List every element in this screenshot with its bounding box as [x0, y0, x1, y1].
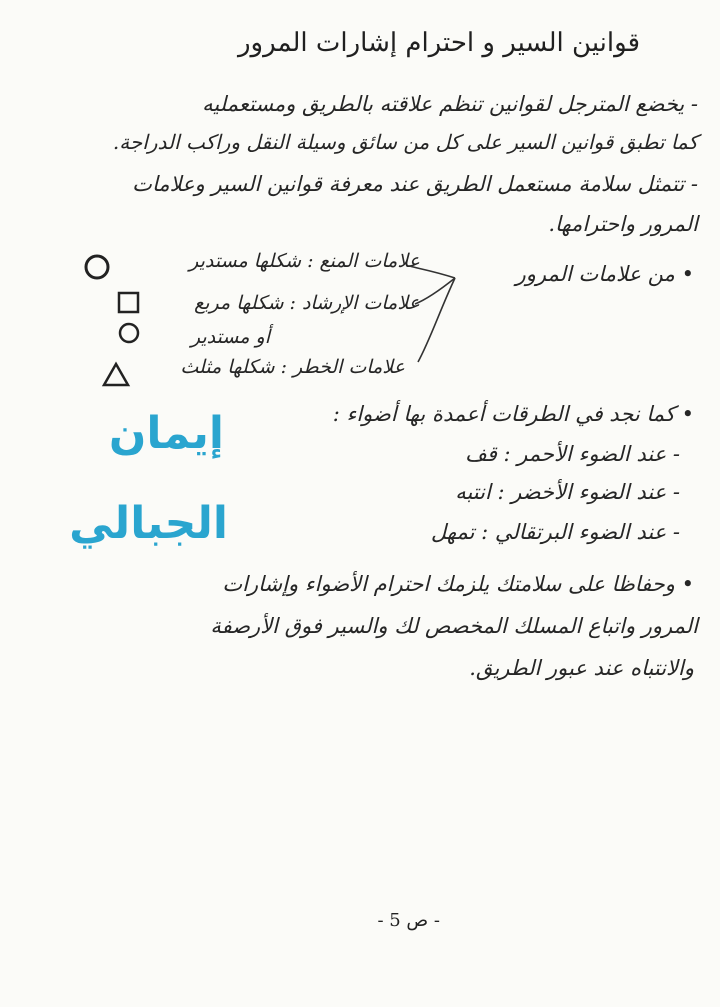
- paragraph-1-line-2: كما تطبق قوانين السير على كل من سائق وسيلة النقل وراكب الدراجة.: [112, 130, 698, 154]
- paragraph-1-line-1: - يخضع المترجل لقوانين تنظم علاقته بالطريق ومستعمليه: [202, 92, 698, 116]
- page-number: - ص 5 -: [377, 910, 440, 931]
- red-light-rule: - عند الضوء الأحمر : قف: [465, 442, 680, 466]
- danger-sign-text: علامات الخطر : شكلها مثلث: [180, 356, 405, 378]
- orange-light-rule: - عند الضوء البرتقالي : تمهل: [430, 520, 680, 544]
- green-light-rule: - عند الضوء الأخضر : انتبه: [455, 480, 680, 504]
- circle-alt-sign-icon: [116, 320, 142, 346]
- signs-lead: • من علامات المرور: [515, 262, 694, 286]
- guidance-sign-text: علامات الإرشاد : شكلها مربع: [194, 292, 420, 314]
- paragraph-2-line-1: - تتمثل سلامة مستعمل الطريق عند معرفة قوانين السير وعلامات: [132, 172, 698, 196]
- closing-line-2: المرور واتباع المسلك المخصص لك والسير فوق الأرصفة: [210, 614, 698, 638]
- triangle-sign-icon: [100, 360, 132, 388]
- page-title: قوانين السير و احترام إشارات المرور: [238, 28, 640, 58]
- circle-sign-icon: [82, 252, 112, 282]
- prohibition-sign-text: علامات المنع : شكلها مستدير: [189, 250, 420, 272]
- square-sign-icon: [116, 290, 142, 316]
- guidance-sign-alt-text: أو مستدير: [190, 326, 270, 348]
- signature-last-name: الجبالي: [69, 498, 228, 549]
- signature-first-name: إيمان: [108, 408, 224, 459]
- paragraph-2-line-2: المرور واحترامها.: [548, 212, 698, 236]
- lights-lead: • كما نجد في الطرقات أعمدة بها أضواء :: [332, 402, 694, 426]
- closing-line-3: والانتباه عند عبور الطريق.: [469, 656, 694, 680]
- closing-line-1: • وحفاظا على سلامتك يلزمك احترام الأضواء وإشارات: [222, 572, 694, 596]
